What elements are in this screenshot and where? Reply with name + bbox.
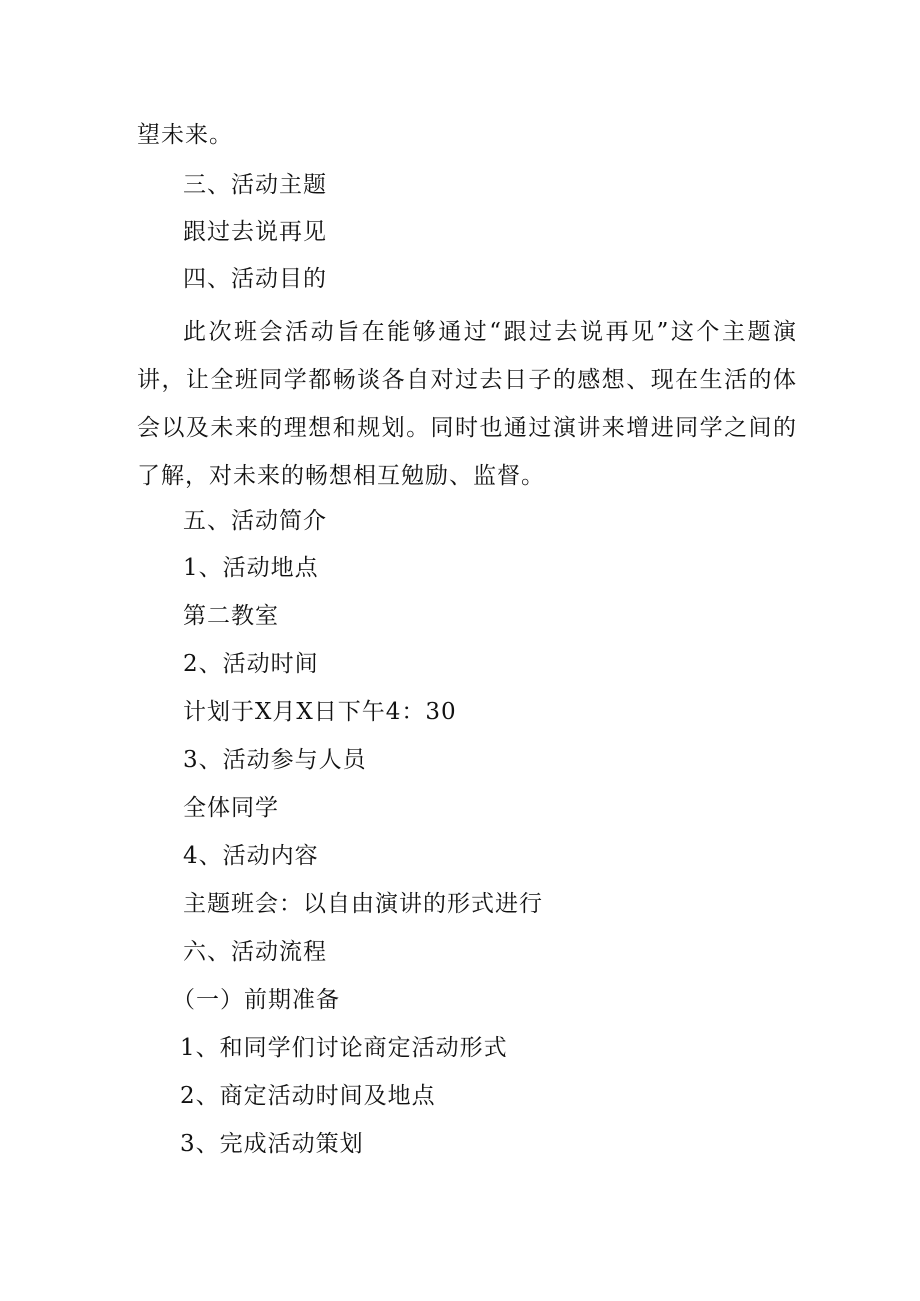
- section-4-heading: 四、活动目的: [183, 266, 327, 292]
- section-4-paragraph: 此次班会活动旨在能够通过“跟过去说再见”这个主题演讲，让全班同学都畅谈各自对过去日子的感想、现在生活的体会以及未来的理想和规划。同时也通过演讲来增进同学之间的了解，对未来的畅想相互勉励、监督。: [137, 319, 797, 489]
- item-1-label: 1、活动地点: [183, 555, 319, 581]
- step-1: 1、和同学们讨论商定活动形式: [180, 1035, 508, 1061]
- step-2: 2、商定活动时间及地点: [180, 1083, 436, 1109]
- subsection-1-heading: （一）前期准备: [172, 987, 340, 1013]
- section-6-heading: 六、活动流程: [183, 939, 327, 965]
- step-3: 3、完成活动策划: [180, 1131, 364, 1157]
- item-2-label: 2、活动时间: [183, 651, 319, 677]
- item-4-value: 主题班会：以自由演讲的形式进行: [183, 891, 543, 917]
- item-4-label: 4、活动内容: [183, 843, 319, 869]
- section-5-heading: 五、活动简介: [183, 508, 327, 534]
- item-1-value: 第二教室: [183, 603, 279, 629]
- section-3-body: 跟过去说再见: [183, 219, 327, 245]
- item-2-value: 计划于X月X日下午4：30: [183, 699, 457, 725]
- continuation-text: 望未来。: [137, 122, 233, 148]
- section-3-heading: 三、活动主题: [183, 172, 327, 198]
- item-3-label: 3、活动参与人员: [183, 747, 367, 773]
- item-3-value: 全体同学: [183, 795, 279, 821]
